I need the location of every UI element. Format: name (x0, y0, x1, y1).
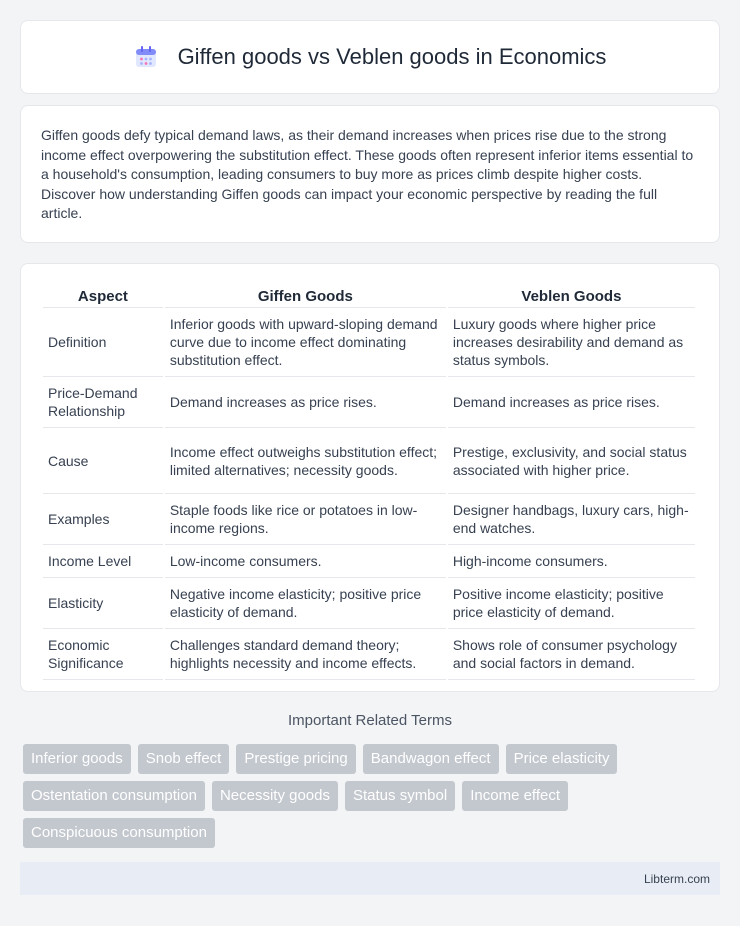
giffen-cell: Challenges standard demand theory; highlights necessity and income effects. (165, 629, 446, 680)
table-row (43, 428, 695, 494)
related-terms-tags (23, 744, 723, 848)
column-header-aspect: Aspect (43, 284, 163, 308)
giffen-cell: Demand increases as price rises. (165, 377, 446, 428)
giffen-cell: Low-income consumers. (165, 545, 446, 578)
aspect-cell: Elasticity (43, 578, 163, 629)
table-row (43, 377, 695, 428)
header-card (20, 20, 720, 94)
page-title: Giffen goods vs Veblen goods in Economics (177, 44, 607, 69)
calendar-icon (134, 45, 158, 69)
veblen-cell: Prestige, exclusivity, and social status associated with higher price. (448, 428, 695, 494)
giffen-cell: Staple foods like rice or potatoes in low-income regions. (165, 494, 446, 545)
tag-income-effect[interactable]: Income effect (462, 781, 568, 811)
comparison-table (41, 284, 697, 680)
comparison-table-card (20, 263, 720, 692)
tag-necessity-goods[interactable]: Necessity goods (212, 781, 338, 811)
table-row (43, 494, 695, 545)
veblen-cell: Demand increases as price rises. (448, 377, 695, 428)
aspect-cell: Examples (43, 494, 163, 545)
veblen-cell: Designer handbags, luxury cars, high-end watches. (448, 494, 695, 545)
veblen-cell: Shows role of consumer psychology and social factors in demand. (448, 629, 695, 680)
tag-status-symbol[interactable]: Status symbol (345, 781, 455, 811)
veblen-cell: High-income consumers. (448, 545, 695, 578)
veblen-cell: Positive income elasticity; positive price elasticity of demand. (448, 578, 695, 629)
tag-bandwagon-effect[interactable]: Bandwagon effect (363, 744, 499, 774)
giffen-cell: Income effect outweighs substitution effect; limited alternatives; necessity goods. (165, 428, 446, 494)
aspect-cell: Cause (43, 428, 163, 494)
related-terms-title: Important Related Terms (288, 712, 452, 729)
tag-prestige-pricing[interactable]: Prestige pricing (236, 744, 355, 774)
intro-card (20, 105, 720, 243)
tag-price-elasticity[interactable]: Price elasticity (506, 744, 618, 774)
giffen-cell: Negative income elasticity; positive price elasticity of demand. (165, 578, 446, 629)
tag-inferior-goods[interactable]: Inferior goods (23, 744, 131, 774)
column-header-giffen: Giffen Goods (165, 284, 446, 308)
table-row (43, 578, 695, 629)
tag-conspicuous-consumption[interactable]: Conspicuous consumption (23, 818, 215, 848)
aspect-cell: Definition (43, 308, 163, 377)
giffen-cell: Inferior goods with upward-sloping demand curve due to income effect dominating substitution effect. (165, 308, 446, 377)
veblen-cell: Luxury goods where higher price increases desirability and demand as status symbols. (448, 308, 695, 377)
aspect-cell: Price-Demand Relationship (43, 377, 163, 428)
column-header-veblen: Veblen Goods (448, 284, 695, 308)
footer-site-link[interactable]: Libterm.com (643, 871, 710, 886)
footer (20, 862, 720, 895)
table-row (43, 629, 695, 680)
table-header-row (43, 284, 695, 308)
table-row (43, 545, 695, 578)
header (134, 44, 607, 70)
tag-ostentation-consumption[interactable]: Ostentation consumption (23, 781, 205, 811)
tag-snob-effect[interactable]: Snob effect (138, 744, 230, 774)
table-row (43, 308, 695, 377)
intro-text: Giffen goods defy typical demand laws, as their demand increases when prices rise due to the strong income effect overpowering the substitution effect. These goods often represent inferior items essential to a household's consumption, leading consumers to buy more as prices climb despite higher costs. Discover how understanding Giffen goods can impact your economic perspective by reading the full article. (41, 127, 694, 221)
aspect-cell: Economic Significance (43, 629, 163, 680)
aspect-cell: Income Level (43, 545, 163, 578)
